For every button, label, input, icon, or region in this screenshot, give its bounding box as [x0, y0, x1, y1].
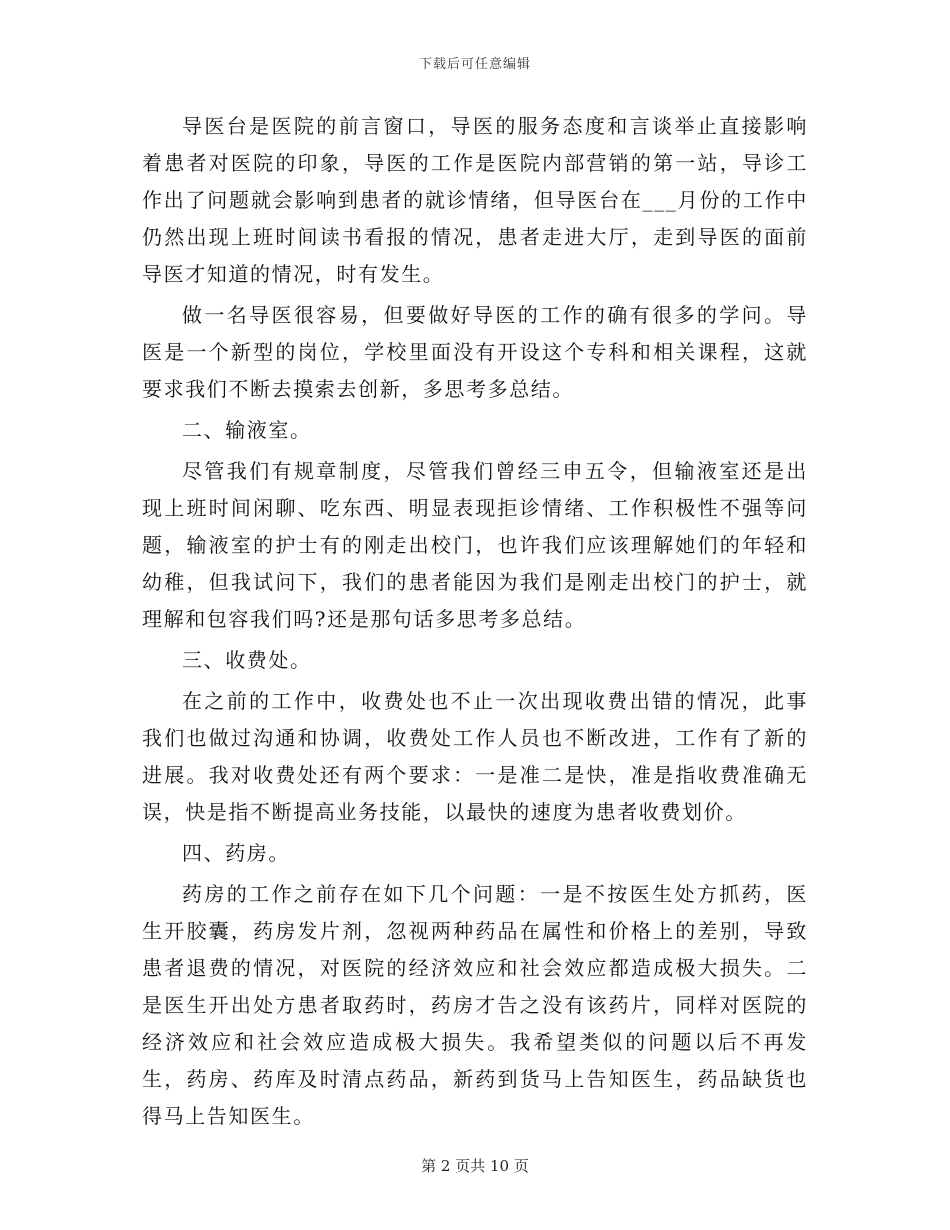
page-number: 第 2 页共 10 页 [421, 1157, 529, 1175]
section-heading-pharmacy: 四、药房。 [182, 841, 290, 865]
section-heading-cashier: 三、收费处。 [182, 648, 312, 672]
section-heading-infusion-room: 二、输液室。 [182, 418, 312, 442]
paragraph-4: 在之前的工作中，收费处也不止一次出现收费出错的情况，此事我们也做过沟通和协调，收费处工作人员也不断改进，工作有了新的进展。我对收费处还有两个要求：一是准二是快，准是指收费准确无误，快是指不断提高业务技能，以最快的速度为患者收费划价。 [142, 689, 808, 824]
paragraph-1: 导医台是医院的前言窗口，导医的服务态度和言谈举止直接影响着患者对医院的印象，导医的工作是医院内部营销的第一站，导诊工作出了问题就会影响到患者的就诊情绪，但导医台在___月份的工作中仍然出现上班时间读书看报的情况，患者走进大厅，走到导医的面前导医才知道的情况，时有发生。 [142, 114, 808, 286]
paragraph-3: 尽管我们有规章制度，尽管我们曾经三申五令，但输液室还是出现上班时间闲聊、吃东西、明显表现拒诊情绪、工作积极性不强等问题，输液室的护士有的刚走出校门，也许我们应该理解她们的年轻和幼稚，但我试问下，我们的患者能因为我们是刚走出校门的护士，就理解和包容我们吗?还是那句话多思考多总结。 [142, 459, 808, 631]
page-header: 下载后可任意编辑 [418, 57, 531, 72]
paragraph-2: 做一名导医很容易，但要做好导医的工作的确有很多的学问。导医是一个新型的岗位，学校里面没有开设这个专科和相关课程，这就要求我们不断去摸索去创新，多思考多总结。 [142, 303, 808, 401]
paragraph-5: 药房的工作之前存在如下几个问题：一是不按医生处方抓药，医生开胶囊，药房发片剂，忽视两种药品在属性和价格上的差别，导致患者退费的情况，对医院的经济效应和社会效应都造成极大损失。二是医生开出处方患者取药时，药房才告之没有该药片，同样对医院的经济效应和社会效应造成极大损失。我希望类似的问题以后不再发生，药房、药库及时清点药品，新药到货马上告知医生，药品缺货也得马上告知医生。 [142, 882, 808, 1128]
document-body [142, 108, 808, 1135]
